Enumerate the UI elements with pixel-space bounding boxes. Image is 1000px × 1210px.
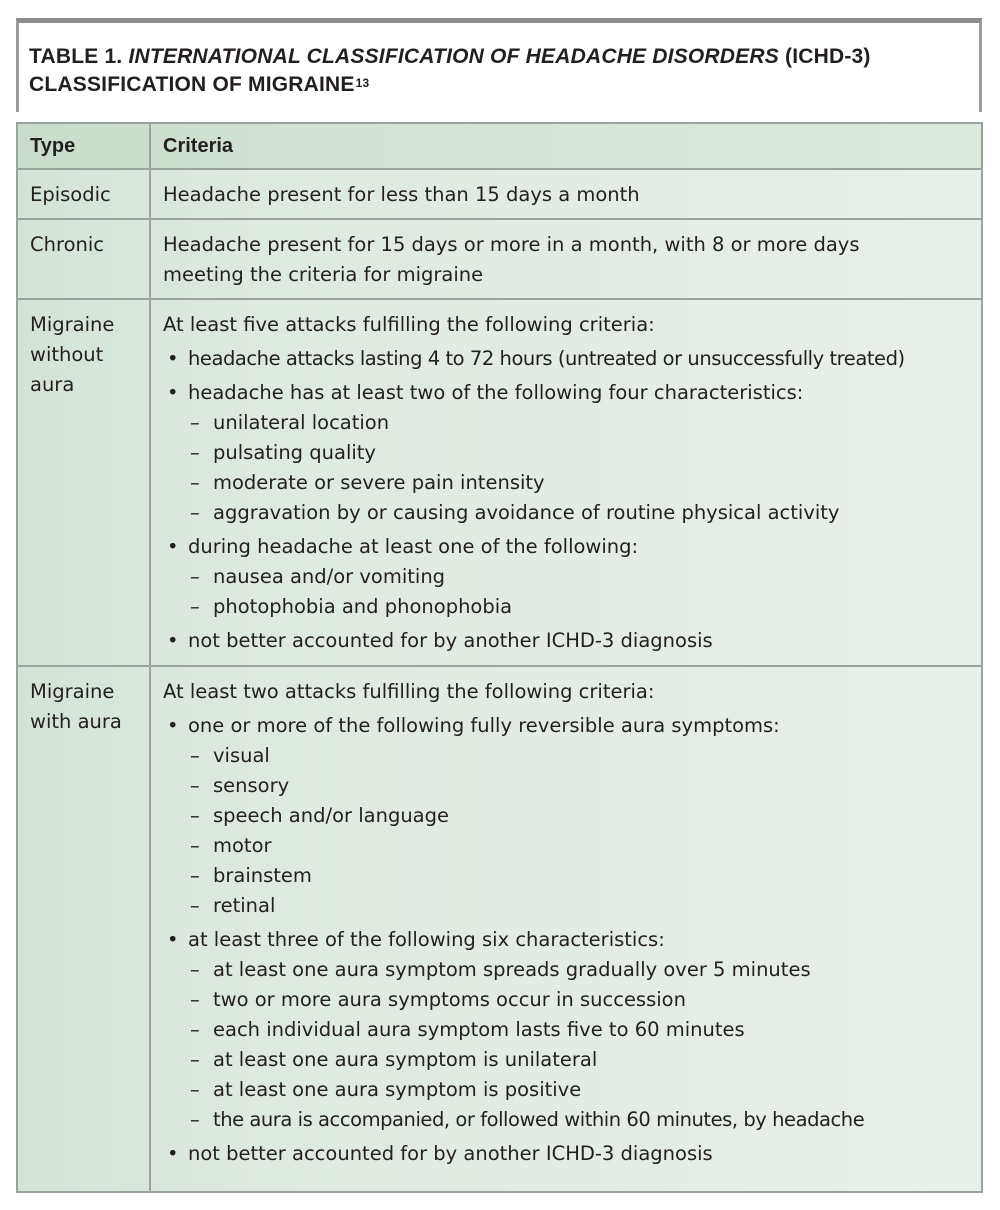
- criteria-intro: At least five attacks fulfilling the following criteria:: [163, 313, 655, 336]
- type-line: Chronic: [30, 233, 104, 256]
- table-label: TABLE 1.: [29, 45, 123, 68]
- type-line: without: [30, 343, 104, 366]
- table-row-migraine-without-aura: [18, 300, 981, 667]
- table-title-line-2: [29, 71, 959, 99]
- sub-item: – moderate or severe pain intensity: [163, 468, 973, 498]
- sub-item: – at least one aura symptom spreads gradually over 5 minutes: [163, 955, 973, 985]
- bullet-item: • headache has at least two of the following four characteristics:: [163, 378, 973, 408]
- table-row-chronic: [18, 220, 981, 300]
- classification-table: [16, 122, 983, 1193]
- table-title-abbrev: (ICHD-3): [785, 45, 871, 68]
- sub-item: – at least one aura symptom is positive: [163, 1075, 973, 1105]
- sub-item: – photophobia and phonophobia: [163, 592, 973, 622]
- table-row-episodic: [18, 170, 981, 220]
- sub-item: – aggravation by or causing avoidance of routine physical activity: [163, 498, 973, 528]
- sub-item: – unilateral location: [163, 408, 973, 438]
- criteria-line: Headache present for 15 days or more in a month, with 8 or more days: [163, 233, 860, 256]
- table-title-box: [16, 18, 982, 112]
- sub-item: – each individual aura symptom lasts five to 60 minutes: [163, 1015, 973, 1045]
- type-line: aura: [30, 373, 75, 396]
- table-title-line2-text: CLASSIFICATION OF MIGRAINE: [29, 73, 355, 96]
- sub-item: – visual: [163, 741, 973, 771]
- type-line: with aura: [30, 710, 122, 733]
- type-line: Migraine: [30, 680, 115, 703]
- sub-item: – retinal: [163, 891, 973, 921]
- row-criteria-migraine-with-aura: [163, 677, 973, 1169]
- table-header-row: [18, 124, 981, 170]
- bullet-item: • not better accounted for by another ICHD-3 diagnosis: [163, 1139, 973, 1169]
- bullet-item: • headache attacks lasting 4 to 72 hours (untreated or unsuccessfully treated): [163, 344, 973, 374]
- row-criteria-chronic: [163, 230, 973, 290]
- sub-item: – pulsating quality: [163, 438, 973, 468]
- row-criteria-episodic: [163, 180, 973, 210]
- bullet-item: • at least three of the following six characteristics:: [163, 925, 973, 955]
- table-title: [29, 43, 959, 99]
- sub-item: – two or more aura symptoms occur in succession: [163, 985, 973, 1015]
- sub-item: – motor: [163, 831, 973, 861]
- row-type-chronic: [30, 230, 145, 260]
- table-title-italic: INTERNATIONAL CLASSIFICATION OF HEADACHE DISORDERS: [128, 45, 779, 68]
- bullet-item: • not better accounted for by another ICHD-3 diagnosis: [163, 626, 973, 656]
- row-type-migraine-with-aura: [30, 677, 145, 737]
- header-criteria: Criteria: [163, 135, 234, 157]
- row-criteria-migraine-without-aura: [163, 310, 973, 656]
- type-line: Episodic: [30, 183, 111, 206]
- sub-item: – brainstem: [163, 861, 973, 891]
- reference-superscript: 13: [355, 76, 370, 90]
- criteria-line: Headache present for less than 15 days a month: [163, 183, 640, 206]
- table-row-migraine-with-aura: [18, 667, 981, 1191]
- sub-item: – sensory: [163, 771, 973, 801]
- sub-item: – at least one aura symptom is unilateral: [163, 1045, 973, 1075]
- sub-item: – speech and/or language: [163, 801, 973, 831]
- bullet-item: • during headache at least one of the following:: [163, 532, 973, 562]
- bullet-item: • one or more of the following fully reversible aura symptoms:: [163, 711, 973, 741]
- header-type: Type: [30, 135, 76, 157]
- criteria-line: meeting the criteria for migraine: [163, 263, 484, 286]
- column-divider: [149, 124, 151, 1191]
- row-type-migraine-without-aura: [30, 310, 145, 400]
- row-type-episodic: [30, 180, 145, 210]
- criteria-intro: At least two attacks fulfilling the following criteria:: [163, 680, 655, 703]
- table-title-line-1: [29, 43, 959, 71]
- sub-item: – the aura is accompanied, or followed within 60 minutes, by headache: [163, 1105, 973, 1135]
- sub-item: – nausea and/or vomiting: [163, 562, 973, 592]
- type-line: Migraine: [30, 313, 115, 336]
